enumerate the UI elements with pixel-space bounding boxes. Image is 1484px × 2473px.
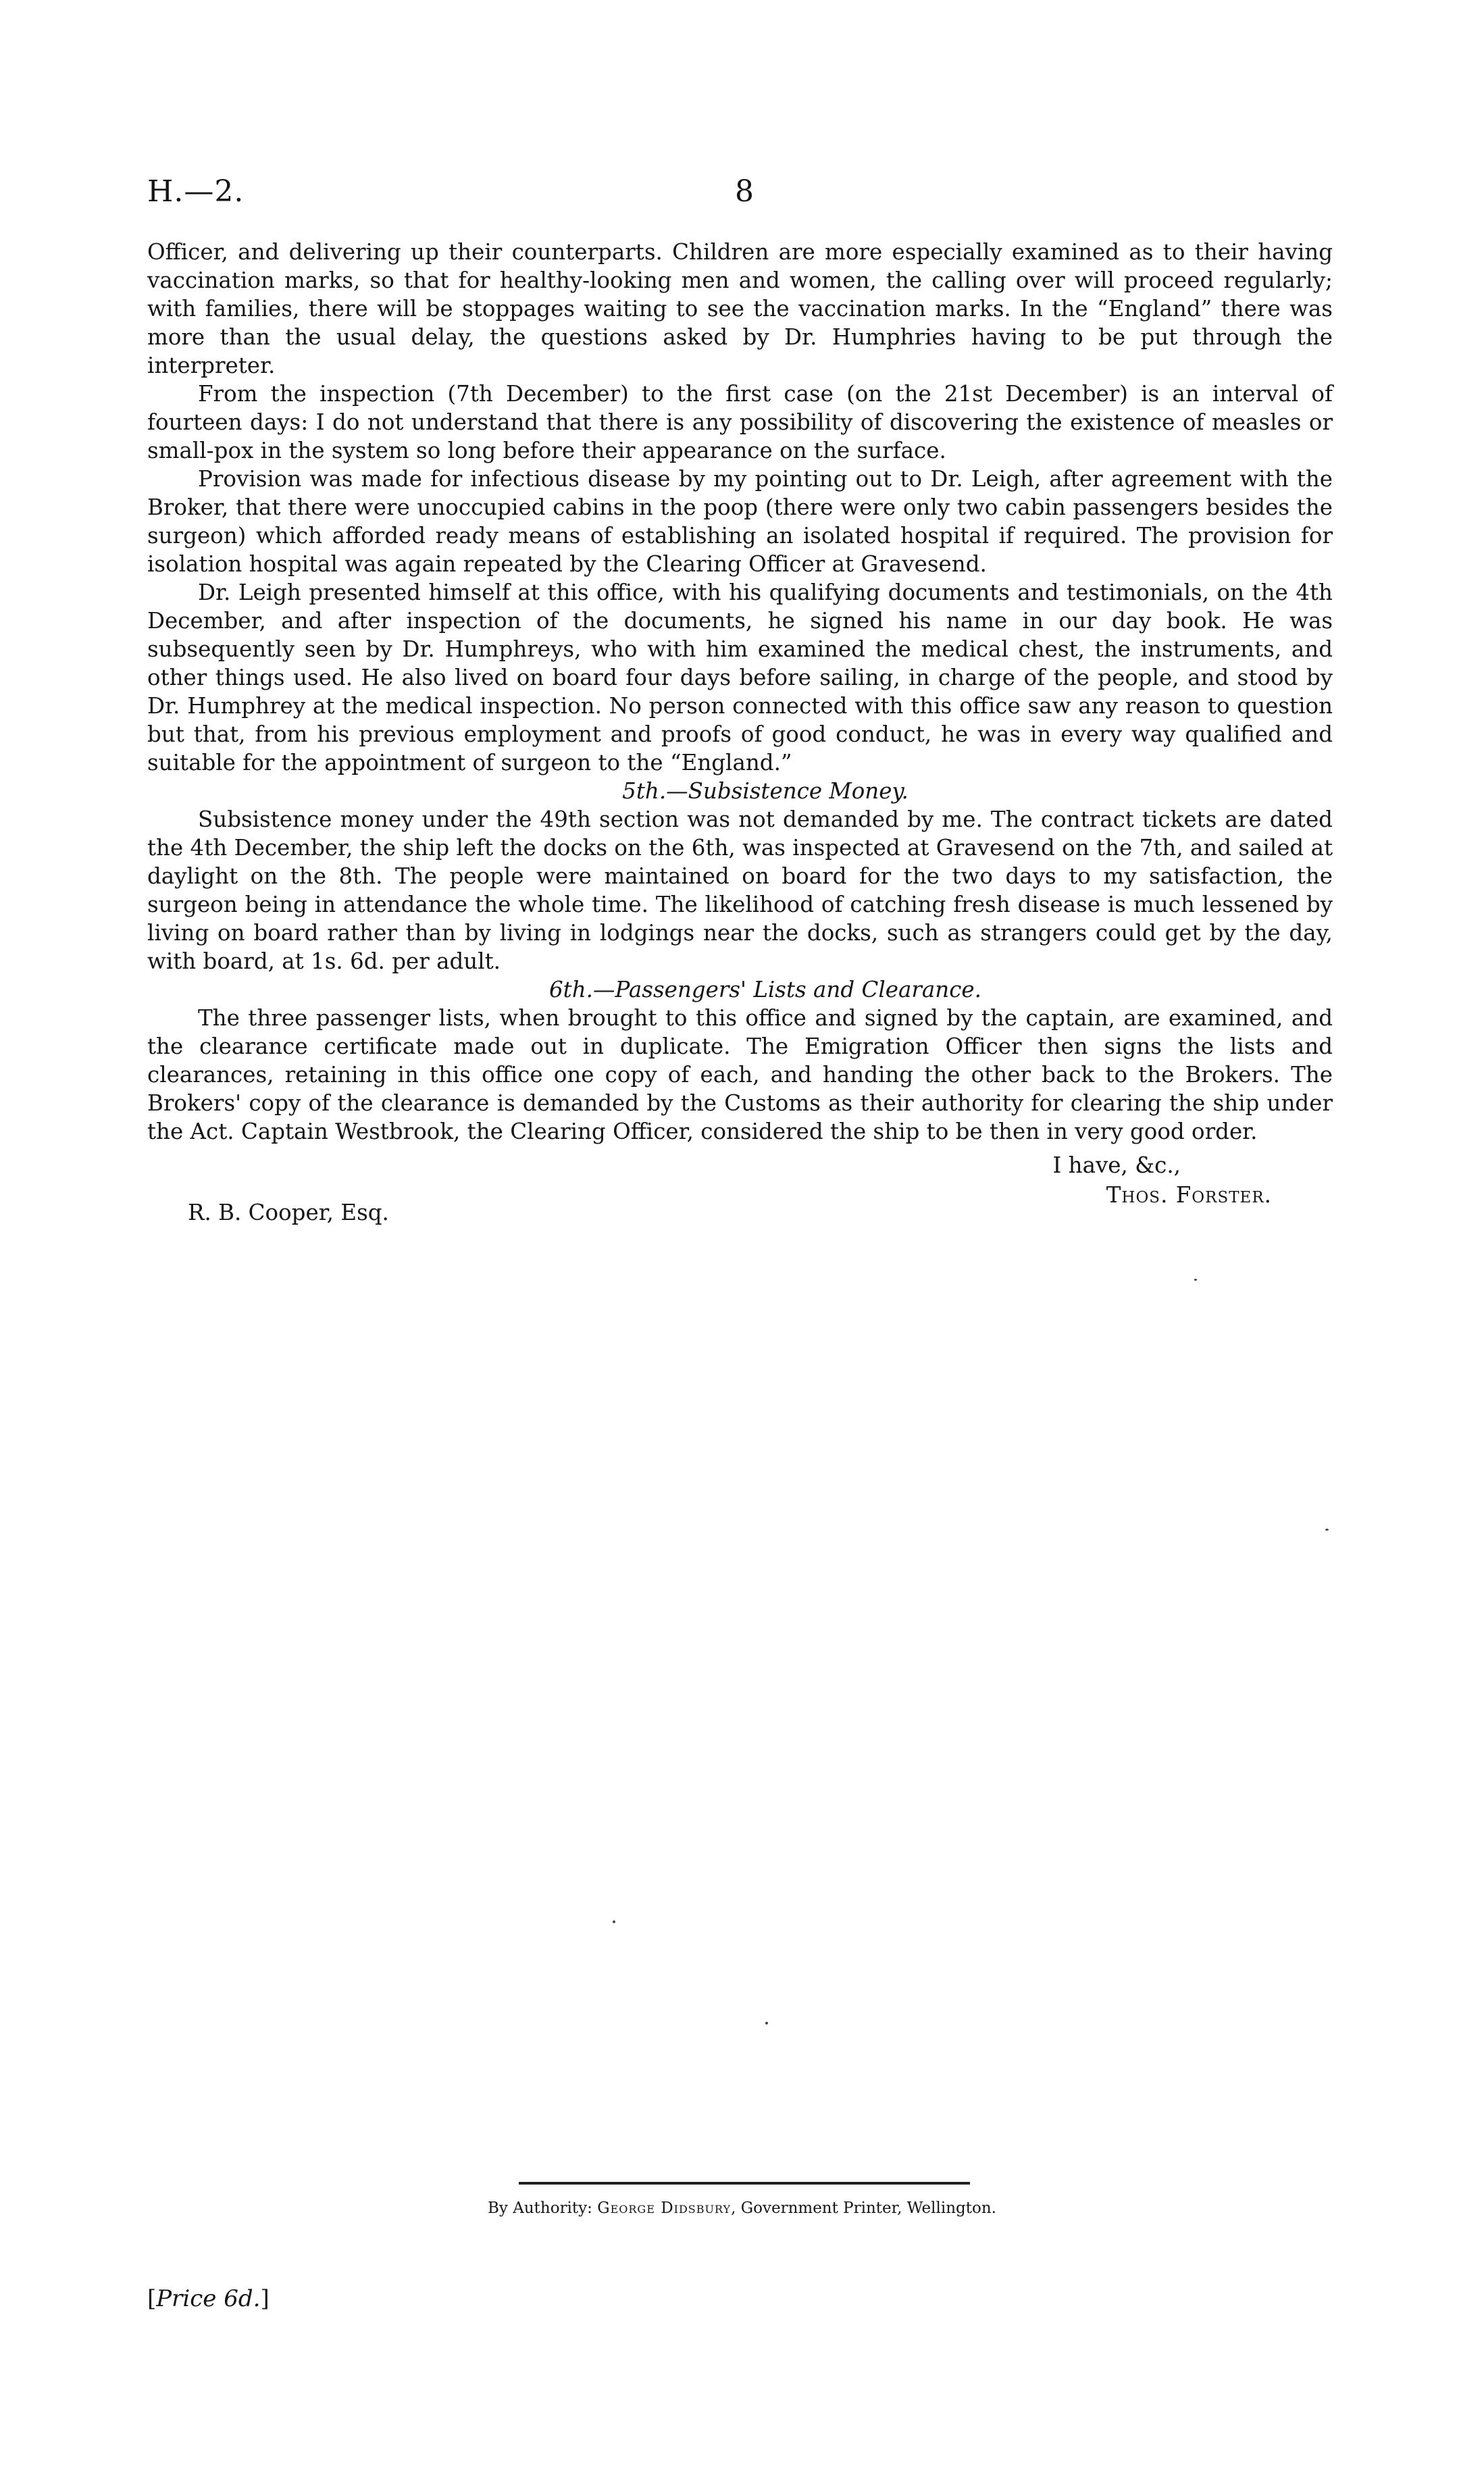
paragraph-dr-leigh: Dr. Leigh presented himself at this office, with his qualifying documents and testimonials, on the 4th December, and after inspection of the documents, he signed his name in our day book. He was subsequently seen by Dr. Humphreys, who with him examined the medical chest, the instruments, and other things used. He also lived on board four days before sailing, in charge of the people, and stood by Dr. Humphrey at the medical inspection. No person connected with this office saw any reason to question but that, from his previous employment and proofs of good conduct, he was in every way qualified and suitable for the appointment of surgeon to the “England.” [147, 580, 1333, 775]
signature: Thos. Forster. [1106, 1182, 1272, 1208]
paragraph-passengers-lists: The three passenger lists, when brought to this office and signed by the captain, are examined, and the clearance certificate made out in duplicate. The Emigration Officer then signs the lists and clearances, retaining in this office one copy of each, and handing the other back to the Brokers. The Brokers' copy of the clearance is demanded by the Customs as their authority for clearing the ship under the Act. Captain Westbrook, the Clearing Officer, considered the ship to be then in very good order. [147, 1005, 1333, 1144]
section-heading-subsistence: 5th.—Subsistence Money. [622, 778, 909, 804]
addressee: R. B. Cooper, Esq. [188, 1200, 389, 1225]
document-reference: H.—2. [147, 174, 245, 209]
paragraph-continuation: Officer, and delivering up their counterparts. Children are more especially examined as to their having vaccination marks, so that for healthy-looking men and women, the calling over will proceed regularly; with families, there will be stoppages waiting to see the vaccination marks. In the “England” there was more than the usual delay, the questions asked by Dr. Humphries having to be put through the interpreter. [147, 239, 1333, 378]
print-speck [765, 2022, 768, 2024]
page-header [147, 174, 1329, 215]
print-speck [1325, 1529, 1329, 1531]
print-speck [1194, 1279, 1197, 1281]
price-close-bracket: ] [260, 2285, 270, 2312]
price-text: Price 6d. [156, 2285, 261, 2312]
printer-imprint [0, 2199, 1484, 2217]
print-speck [613, 1920, 615, 1923]
imprint-suffix: , Government Printer, Wellington. [731, 2199, 996, 2217]
paragraph-infectious-provision: Provision was made for infectious disease by my pointing out to Dr. Leigh, after agreement with the Broker, that there were unoccupied cabins in the poop (there were only two cabin passengers besides the surgeon) which afforded ready means of establishing an isolated hospital if required. The provision for isolation hospital was again repeated by the Clearing Officer at Gravesend. [147, 466, 1333, 577]
closing-greeting: I have, &c., [1052, 1152, 1181, 1178]
imprint-divider [519, 2182, 970, 2185]
page-number: 8 [735, 174, 754, 209]
price-open-bracket: [ [147, 2285, 157, 2312]
section-heading-passengers-lists: 6th.—Passengers' Lists and Clearance. [549, 977, 981, 1002]
letter-body [147, 238, 1333, 1210]
imprint-prefix: By Authority: [488, 2199, 592, 2217]
imprint-printer: George Didsbury [597, 2199, 732, 2217]
paragraph-inspection-interval: From the inspection (7th December) to the first case (on the 21st December) is an interval of fourteen days: I do not understand that there is any possibility of discovering the existence of measles or small-pox in the system so long before their appearance on the surface. [147, 381, 1333, 463]
price-label [147, 2285, 270, 2312]
paragraph-subsistence: Subsistence money under the 49th section was not demanded by me. The contract tickets are dated the 4th December, the ship left the docks on the 6th, was inspected at Gravesend on the 7th, and sailed at daylight on the 8th. The people were maintained on board for the two days to my satisfaction, the surgeon being in attendance the whole time. The likelihood of catching fresh disease is much lessened by living on board rather than by living in lodgings near the docks, such as strangers could get by the day, with board, at 1s. 6d. per adult. [147, 807, 1333, 974]
